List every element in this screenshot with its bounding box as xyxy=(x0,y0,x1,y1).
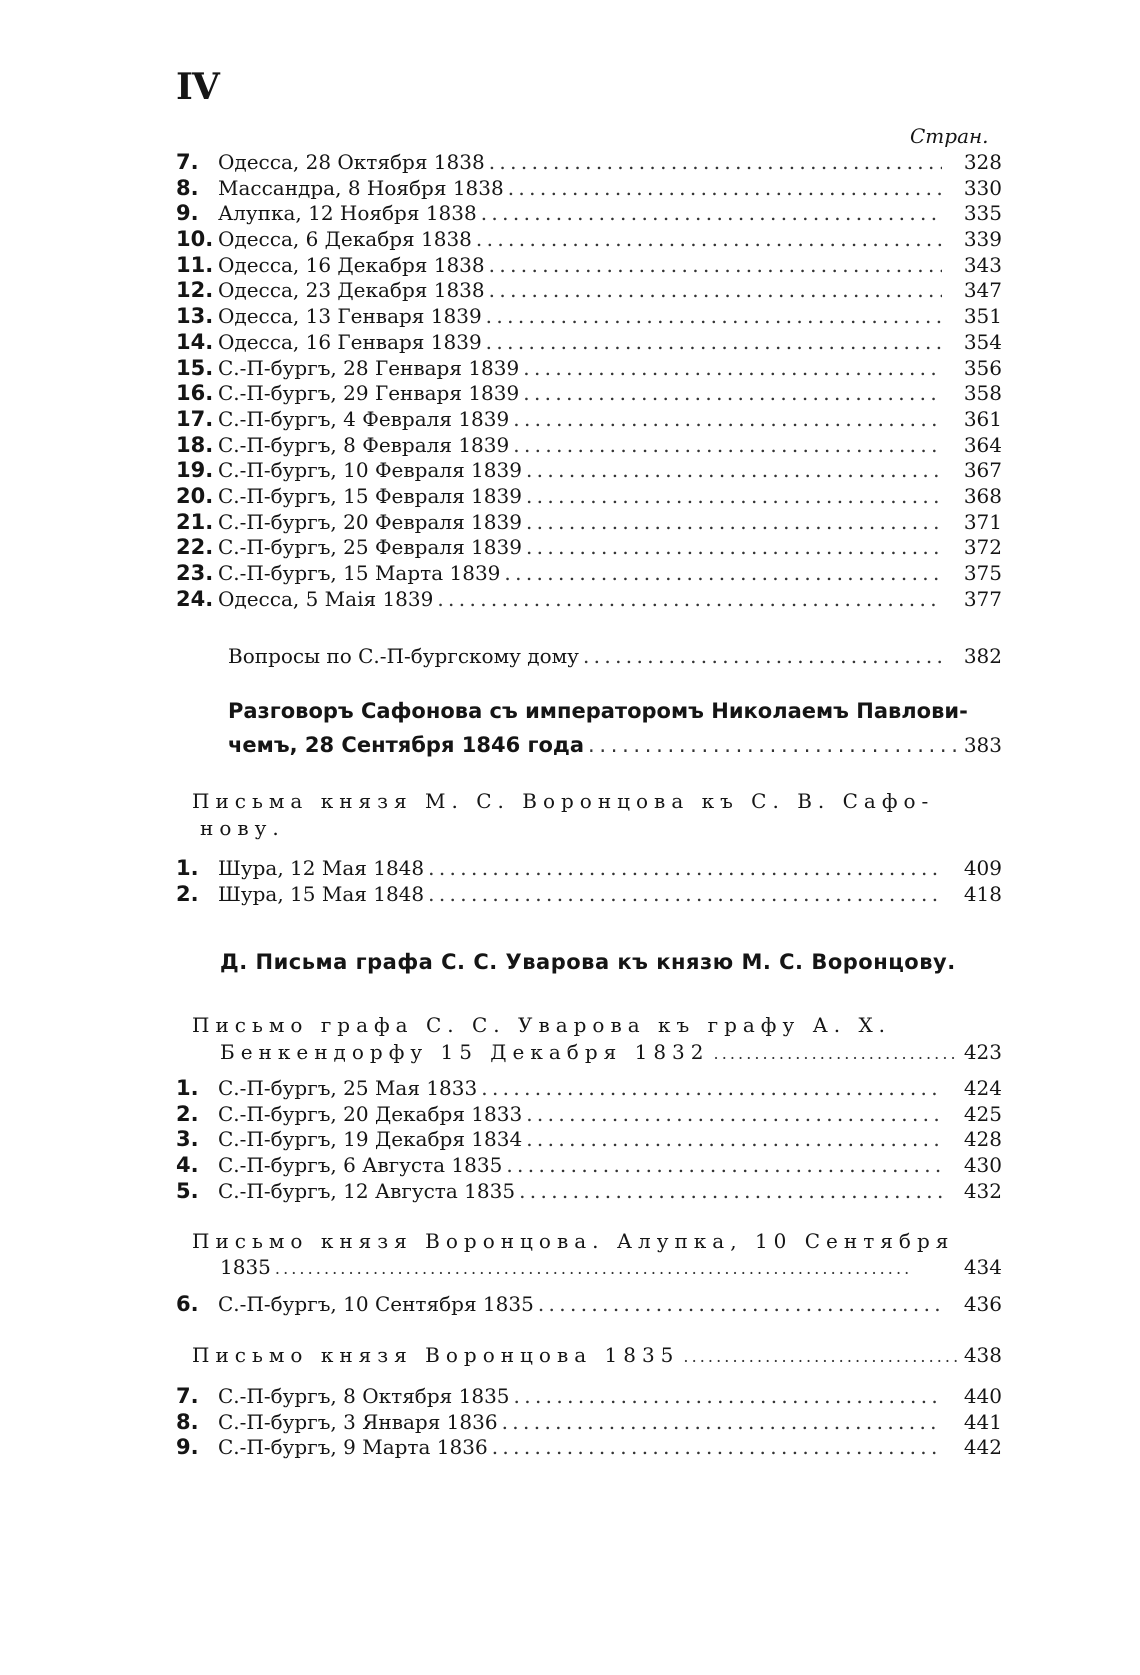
leader-dots xyxy=(489,253,942,279)
entry-title: Одесса, 23 Декабря 1838 xyxy=(218,278,485,303)
entry-number: 15. xyxy=(176,355,214,380)
entry-title: С.-П-бургъ, 29 Генваря 1839 xyxy=(218,381,520,406)
toc-group-2 xyxy=(176,1076,1002,1204)
leader-dots xyxy=(489,278,942,304)
entry-number: 17. xyxy=(176,406,214,431)
toc-entry[interactable] xyxy=(176,484,1002,510)
entry-number: 16. xyxy=(176,381,214,406)
leader-dots xyxy=(683,1347,959,1366)
leader-dots xyxy=(437,587,942,613)
leader-dots xyxy=(486,330,942,356)
entry-number: 7. xyxy=(176,1384,199,1408)
entry-page: 383 xyxy=(963,733,1002,757)
toc-entry[interactable] xyxy=(176,253,1002,279)
leader-dots xyxy=(588,728,960,762)
entry-page: 430 xyxy=(963,1153,1002,1178)
entry-number: 2. xyxy=(176,1101,199,1126)
toc-questions xyxy=(176,644,1002,670)
entry-page: 358 xyxy=(963,381,1002,406)
entry-number: 9. xyxy=(176,201,199,226)
toc-entry[interactable] xyxy=(176,587,1002,613)
entry-number: 8. xyxy=(176,175,199,200)
toc-entry[interactable] xyxy=(176,1179,1002,1205)
page-number: IV xyxy=(176,66,219,108)
toc-group-3 xyxy=(176,1384,1002,1461)
entry-page: 424 xyxy=(963,1076,1002,1100)
entry-page: 356 xyxy=(963,355,1002,380)
entry-page: 382 xyxy=(963,644,1002,668)
leader-dots xyxy=(513,407,942,433)
vorontsov-letters-line-2: нову. xyxy=(200,816,285,840)
leader-dots xyxy=(275,1259,942,1278)
entry-title: С.-П-бургъ, 9 Марта 1836 xyxy=(218,1435,488,1460)
leader-dots xyxy=(481,201,942,227)
entry-page: 347 xyxy=(963,278,1002,303)
leader-dots xyxy=(506,1153,942,1179)
toc-vorontsov-items xyxy=(176,856,1002,907)
leader-dots xyxy=(502,1410,942,1436)
entry-title: Одесса, 13 Генваря 1839 xyxy=(218,304,482,329)
toc-uvarov-letter[interactable] xyxy=(176,1012,1002,1066)
entry-page: 442 xyxy=(963,1435,1002,1460)
leader-dots xyxy=(526,510,942,536)
toc-entry[interactable] xyxy=(176,1384,1002,1410)
entry-page: 361 xyxy=(963,406,1002,431)
leader-dots xyxy=(486,304,942,330)
entry-page: 440 xyxy=(963,1384,1002,1408)
uvarov-letter-line-2: Бенкендорфу 15 Декабря 1832 xyxy=(220,1040,710,1064)
entry-title: Шура, 12 Мая 1848 xyxy=(218,856,425,880)
toc-entry[interactable] xyxy=(176,356,1002,382)
toc-entry[interactable] xyxy=(176,1435,1002,1461)
toc-entry[interactable] xyxy=(176,856,1002,882)
entry-page: 428 xyxy=(963,1127,1002,1152)
entry-number: 10. xyxy=(176,227,214,252)
toc-entry[interactable] xyxy=(176,1102,1002,1128)
entry-title: С.-П-бургъ, 6 Августа 1835 xyxy=(218,1153,503,1178)
toc-entry[interactable] xyxy=(176,458,1002,484)
leader-dots xyxy=(428,856,942,882)
toc-vorontsov-alupka[interactable] xyxy=(176,1228,1002,1279)
entry-number: 19. xyxy=(176,458,214,483)
entry-title: С.-П-бургъ, 25 Мая 1833 xyxy=(218,1076,478,1100)
toc-entry[interactable] xyxy=(176,882,1002,908)
section-d-title: Д. Письма графа С. С. Уварова къ князю М. С. Воронцову. xyxy=(220,950,956,974)
entry-page: 368 xyxy=(963,483,1002,508)
toc-vorontsov-1835[interactable] xyxy=(176,1342,1002,1369)
entry-title: Одесса, 5 Маія 1839 xyxy=(218,586,434,611)
entry-page: 367 xyxy=(963,458,1002,483)
entry-title: Одесса, 16 Декабря 1838 xyxy=(218,252,485,277)
entry-number: 3. xyxy=(176,1127,199,1152)
entry-title: С.-П-бургъ, 8 Октября 1835 xyxy=(218,1384,510,1408)
leader-dots xyxy=(583,644,942,670)
entry-title: Вопросы по С.-П-бургскому дому xyxy=(228,644,579,668)
leader-dots xyxy=(526,458,942,484)
entry-number: 11. xyxy=(176,252,214,277)
vorontsov-letters-line-1: Письма князя М. С. Воронцова къ С. В. Сафо- xyxy=(192,789,935,813)
entry-number: 4. xyxy=(176,1153,199,1178)
uvarov-letter-line-1: Письмо графа С. С. Уварова къ графу А. X. xyxy=(192,1013,892,1037)
leader-dots xyxy=(513,433,942,459)
entry-page: 339 xyxy=(963,227,1002,252)
entry-number: 23. xyxy=(176,561,214,585)
entry-number: 1. xyxy=(176,1076,199,1100)
entry-title: С.-П-бургъ, 10 Февраля 1839 xyxy=(218,458,522,483)
entry-number: 7. xyxy=(176,150,199,174)
entry-page: 418 xyxy=(963,881,1002,906)
entry-page: 438 xyxy=(963,1343,1002,1367)
entry-number: 12. xyxy=(176,278,214,303)
entry-number: 24. xyxy=(176,586,214,611)
entry-page: 354 xyxy=(963,329,1002,354)
entry-page: 351 xyxy=(963,304,1002,329)
vorontsov-alupka-line-1: Письмо князя Воронцова. Алупка, 10 Сентября xyxy=(192,1229,955,1253)
entry-title: С.-П-бургъ, 8 Февраля 1839 xyxy=(218,432,510,457)
entry-title: Массандра, 8 Ноября 1838 xyxy=(218,175,504,200)
entry-number: 1. xyxy=(176,856,199,880)
entry-title: Одесса, 28 Октября 1838 xyxy=(218,150,485,174)
entry-title: С.-П-бургъ, 10 Сентября 1835 xyxy=(218,1292,534,1316)
toc-entry[interactable] xyxy=(176,278,1002,304)
toc-entry[interactable] xyxy=(176,227,1002,253)
toc-conversation[interactable] xyxy=(176,694,1002,762)
toc-entry[interactable] xyxy=(176,407,1002,433)
toc-entry[interactable] xyxy=(176,304,1002,330)
leader-dots xyxy=(504,561,942,587)
entry-number: 5. xyxy=(176,1178,199,1203)
leader-dots xyxy=(526,1127,942,1153)
entry-number: 9. xyxy=(176,1435,199,1460)
toc-entry[interactable] xyxy=(176,330,1002,356)
entry-page: 335 xyxy=(963,201,1002,226)
entry-title: С.-П-бургъ, 25 Февраля 1839 xyxy=(218,535,522,560)
entry-title: С.-П-бургъ, 28 Генваря 1839 xyxy=(218,355,520,380)
leader-dots xyxy=(428,882,942,908)
toc-entry[interactable] xyxy=(176,535,1002,561)
leader-dots xyxy=(481,1076,942,1102)
leader-dots xyxy=(519,1179,942,1205)
entry-page: 330 xyxy=(963,175,1002,200)
toc-entry[interactable] xyxy=(176,1076,1002,1102)
leader-dots xyxy=(489,150,942,176)
toc-entry[interactable] xyxy=(176,1153,1002,1179)
entry-page: 375 xyxy=(963,561,1002,585)
leader-dots xyxy=(526,535,942,561)
leader-dots xyxy=(526,1102,942,1128)
entry-page: 372 xyxy=(963,535,1002,560)
entry-title: С.-П-бургъ, 15 Февраля 1839 xyxy=(218,483,522,508)
entry-title: Алупка, 12 Ноября 1838 xyxy=(218,201,477,226)
entry-number: 22. xyxy=(176,535,214,560)
conversation-line-2: чемъ, 28 Сентября 1846 года xyxy=(228,733,585,757)
toc-entry[interactable] xyxy=(176,644,1002,670)
toc-entry[interactable] xyxy=(176,1410,1002,1436)
toc-entry[interactable] xyxy=(176,510,1002,536)
entry-page: 434 xyxy=(963,1255,1002,1279)
entry-page: 425 xyxy=(963,1101,1002,1126)
toc-vorontsov-letters xyxy=(176,788,1002,842)
entry-title: С.-П-бургъ, 19 Декабря 1834 xyxy=(218,1127,523,1152)
entry-title: С.-П-бургъ, 20 Декабря 1833 xyxy=(218,1101,523,1126)
entry-page: 343 xyxy=(963,252,1002,277)
toc-entry[interactable] xyxy=(176,150,1002,176)
leader-dots xyxy=(476,227,942,253)
toc-entry[interactable] xyxy=(176,1127,1002,1153)
entry-page: 423 xyxy=(963,1040,1002,1064)
entry-title: Одесса, 6 Декабря 1838 xyxy=(218,227,472,252)
column-header-pages: Стран. xyxy=(910,124,989,148)
toc-group-1 xyxy=(176,150,1002,612)
toc-entry[interactable] xyxy=(176,381,1002,407)
leader-dots xyxy=(526,484,942,510)
entry-title: Шура, 15 Мая 1848 xyxy=(218,881,425,906)
entry-page: 371 xyxy=(963,509,1002,534)
leader-dots xyxy=(508,176,942,202)
entry-page: 364 xyxy=(963,432,1002,457)
leader-dots xyxy=(523,356,942,382)
entry-title: С.-П-бургъ, 3 Января 1836 xyxy=(218,1409,498,1434)
toc-entry[interactable] xyxy=(176,433,1002,459)
entry-page: 328 xyxy=(963,150,1002,174)
entry-title: Письмо князя Воронцова 1835 xyxy=(192,1343,680,1367)
leader-dots xyxy=(714,1044,960,1063)
leader-dots xyxy=(514,1384,942,1410)
toc-item-6 xyxy=(176,1292,1002,1318)
entry-title: С.-П-бургъ, 4 Февраля 1839 xyxy=(218,406,510,431)
entry-page: 409 xyxy=(963,856,1002,880)
conversation-line-1: Разговоръ Сафонова съ императоромъ Николаемъ Павлови- xyxy=(228,699,968,723)
entry-title: С.-П-бургъ, 20 Февраля 1839 xyxy=(218,509,522,534)
toc-entry[interactable] xyxy=(176,561,1002,587)
entry-number: 21. xyxy=(176,509,214,534)
entry-number: 18. xyxy=(176,432,214,457)
entry-number: 20. xyxy=(176,483,214,508)
toc-entry[interactable] xyxy=(176,201,1002,227)
leader-dots xyxy=(538,1292,942,1318)
entry-title: Одесса, 16 Генваря 1839 xyxy=(218,329,482,354)
entry-number: 8. xyxy=(176,1409,199,1434)
vorontsov-alupka-line-2: 1835 xyxy=(220,1255,271,1279)
entry-number: 14. xyxy=(176,329,214,354)
entry-number: 6. xyxy=(176,1292,199,1316)
entry-number: 13. xyxy=(176,304,214,329)
entry-page: 432 xyxy=(963,1178,1002,1203)
entry-page: 436 xyxy=(963,1292,1002,1316)
entry-title: С.-П-бургъ, 15 Марта 1839 xyxy=(218,561,501,585)
entry-title: С.-П-бургъ, 12 Августа 1835 xyxy=(218,1178,516,1203)
toc-entry[interactable] xyxy=(176,1292,1002,1318)
toc-entry[interactable] xyxy=(176,176,1002,202)
entry-page: 377 xyxy=(963,586,1002,611)
entry-number: 2. xyxy=(176,881,199,906)
leader-dots xyxy=(523,381,942,407)
entry-page: 441 xyxy=(963,1409,1002,1434)
leader-dots xyxy=(492,1435,942,1461)
